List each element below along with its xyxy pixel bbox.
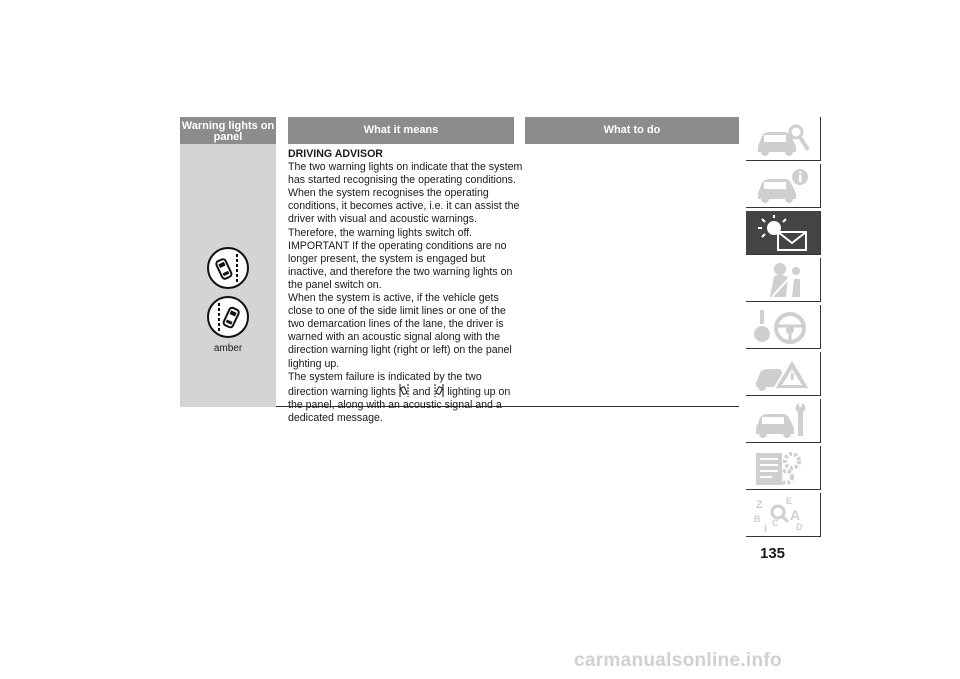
tab-car-info[interactable] [746, 164, 821, 208]
lane-left-inline-icon [433, 384, 444, 397]
tab-car-search[interactable] [746, 117, 821, 161]
specifications-gears-icon [752, 449, 812, 487]
car-warning-triangle-icon [752, 355, 812, 393]
warning-lights-cell [180, 144, 276, 407]
paragraph-1: The two warning lights on indicate that the system has started recognising the operating conditions. When the system recognises the operating conditions, it becomes active, i.e. it can assist the driver with visual and acoustic warnings. Therefore, the warning lights switch off. [288, 161, 523, 239]
paragraph-3: When the system is active, if the vehicle gets close to one of the side limit lines or one of the two demarcation lines of the lane, the driver is warned with an acoustic signal along with the direction warning light (right or left) on the panel lighting up. [288, 292, 512, 370]
svg-text:B: B [754, 514, 761, 524]
svg-text:E: E [786, 496, 793, 506]
svg-text:A: A [790, 507, 801, 523]
page-number: 135 [760, 545, 786, 562]
tab-index[interactable] [746, 493, 821, 537]
warning-light-color: amber [213, 343, 243, 354]
warning-light-message-icon [752, 214, 812, 252]
svg-text:C: C [772, 518, 779, 528]
car-wrench-icon [752, 402, 812, 440]
lane-departure-right-warning-icon [205, 245, 251, 291]
table-row [180, 144, 739, 424]
paragraph-2: IMPORTANT If the operating conditions are no longer present, the system is engaged but inactive, and therefore the two warning lights on the panel switch on. [288, 239, 513, 291]
car-search-icon [752, 120, 812, 158]
tab-starting-driving[interactable] [746, 305, 821, 349]
car-info-icon [752, 167, 812, 205]
alphabetical-index-icon [752, 496, 812, 534]
key-steering-wheel-icon [752, 308, 812, 346]
tab-servicing[interactable] [746, 399, 821, 443]
section-title: DRIVING ADVISOR [288, 148, 383, 160]
tab-passenger-safety[interactable] [746, 258, 821, 302]
header-what-to-do: What to do [525, 117, 739, 144]
watermark: carmanualsonline.info [574, 650, 782, 671]
tab-technical-specifications[interactable] [746, 446, 821, 490]
svg-text:I: I [764, 524, 767, 534]
paragraph-4 [288, 371, 524, 425]
svg-text:Z: Z [756, 499, 763, 511]
paragraph-4-and: and [412, 385, 431, 398]
tab-emergency[interactable] [746, 352, 821, 396]
paragraph-4-start: The system failure is indicated by the two direction warning lights [288, 370, 482, 398]
svg-text:D: D [796, 522, 803, 532]
lane-departure-left-warning-icon [205, 294, 251, 340]
header-what-it-means: What it means [288, 117, 514, 144]
warning-lights-table [180, 117, 739, 424]
table-header [180, 117, 739, 144]
header-warning-lights: Warning lights on panel [180, 117, 276, 144]
lane-right-inline-icon [399, 384, 410, 397]
tab-warning-lights[interactable] [746, 211, 821, 255]
passenger-safety-icon [752, 261, 812, 299]
what-it-means-cell [288, 148, 524, 425]
paragraph-4-end: lighting up on the panel, along with an acoustic signal and a dedicated message. [288, 385, 511, 424]
